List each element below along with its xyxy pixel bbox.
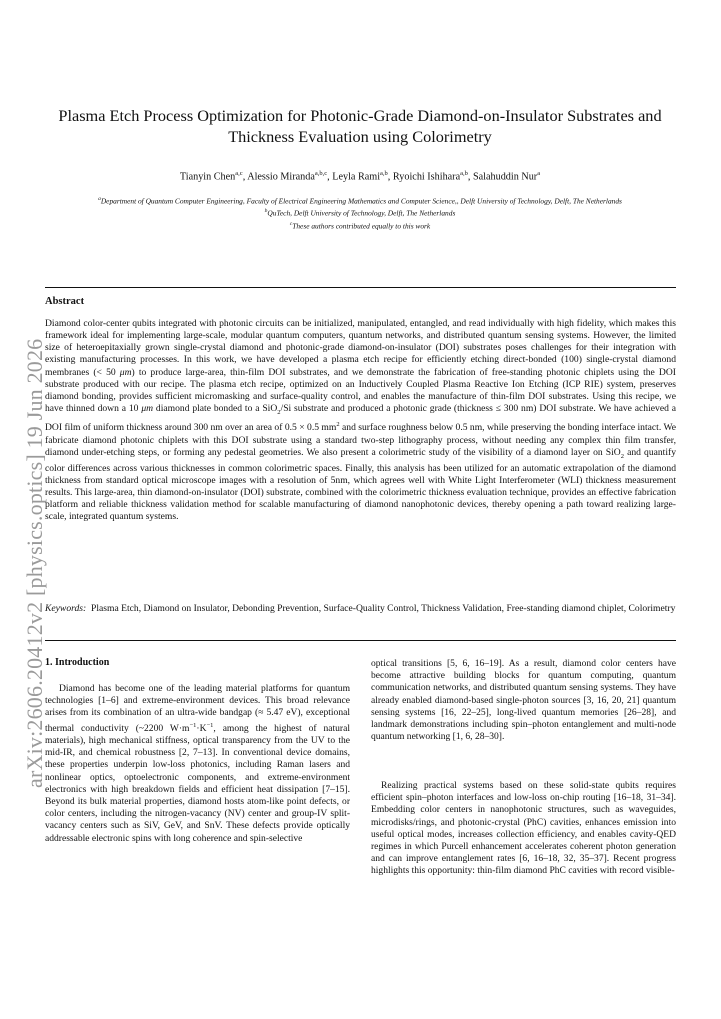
affiliation-text: Department of Quantum Computer Engineering, Faculty of Electrical Engineering Mathematics and Computer Science,, Delft University of Technology, Delft, The Netherlands	[100, 196, 622, 206]
affiliation-item	[80, 206, 640, 218]
subscript: 2	[277, 409, 281, 416]
intro-segment: , among the highest of natural materials), high mechanical stiffness, optical transparency from the UV to the mid-IR, and chemical robustness [2, 7–13]. In conventional device domains, these properties underpin low-loss photonics, including Raman lasers and nonlinear optics, optoelectronic components, and extreme-environment electronics with high breakdown fields and efficient heat dissipation [7–15]. Beyond its bulk material properties, diamond hosts atom-like point defects, or color centers, including the nitrogen-vacancy (NV) center and group-IV split-vacancy centers such as SiV, GeV, and SnV. These defects provide optically addressable electronic spins with long coherence and spin-selective	[45, 722, 350, 844]
intro-right-paragraph-2: Realizing practical systems based on these solid-state qubits requires efficient spin–photon interfaces and low-loss on-chip routing [16–18, 31–34]. Embedding color centers in nanophotonic structures, such as waveguides, microdisks/rings, and photonic-crystal (PhC) cavities, enhances emission into useful optical modes, increases collection efficiency, and enables cavity-QED regimes in which Purcell enhancement accelerates coherent photon generation and can improve entanglement rates [6, 16–18, 32, 35–37]. Recent progress highlights this opportunity: thin-film diamond PhC cavities with record visible-	[371, 780, 676, 877]
author-name: Salahuddin Nur	[472, 171, 538, 183]
author-name: Tianyin Chen	[179, 171, 236, 183]
subscript: 2	[620, 452, 624, 460]
abstract-segment: and surface roughness below 0.5 nm, while preserving the bonding interface intact. We fabricate diamond photonic chiplets with this DOI substrate using a standard two-step lithography process, without needing any complex thin film transfer, diamond under-etching steps, or forming any pedestal geometries. We also present a colorimetric study of the visibility of a diamond layer on SiO	[45, 422, 676, 458]
intro-right-paragraph-1: optical transitions [5, 6, 16–19]. As a result, diamond color centers have become attractive building blocks for quantum computing, quantum communication networks, and distributed quantum sensing systems. They have already enabled diamond-based single-photon sources [3, 16, 20, 21] quantum sensing systems [16, 22–25], long-lived quantum memories [26–28], and landmark demonstrations including spin–photon entanglement and multi-node quantum networking [1, 6, 28–30].	[371, 658, 676, 743]
intro-segment: Diamond has become one of the leading material platforms for quantum technologies [1–6] and extreme-environment devices. This broad relevance arises from its combination of an ultra-wide bandgap (≈ 5.47 eV), exceptional thermal conductivity (~2200 W·m	[45, 683, 350, 734]
author-affiliation-mark: a,b	[380, 170, 388, 177]
author-name: Alessio Miranda	[247, 171, 315, 183]
abstract-unit: μm	[119, 366, 132, 378]
intro-segment: ·K	[196, 722, 207, 734]
bottom-divider	[45, 640, 676, 641]
author-name: Leyla Rami	[332, 171, 381, 183]
abstract-segment: and quantify color differences across various thicknesses in common colorimetric spaces. Finally, this analysis has been utilized for an automatic extrapolation of the diamond thickness from standard optical microscope images with a resolution of 5nm, which agrees well with White Light Interferometer (WLI) thickness measurement results. This large-area, thin diamond-on-insulator (DOI) substrate, combined with the colorimetric thickness evaluation technique, provides an effective fabrication platform and reliable thickness validation method for scalable manufacturing of diamond nanophotonic devices, thereby opening a path toward realizing large-scale, integrated quantum systems.	[45, 446, 676, 523]
keywords-text: Plasma Etch, Diamond on Insulator, Debonding Prevention, Surface-Quality Control, Thickness Validation, Free-standing diamond chiplet, Colorimetry	[91, 603, 676, 614]
affiliation-item	[80, 194, 640, 206]
affiliation-text: These authors contributed equally to this work	[292, 221, 431, 231]
abstract-segment: Diamond color-center qubits integrated with photonic circuits can be initialized, manipulated, entangled, and read individually with high fidelity, which makes this framework ideal for implementing large-scale, modular quantum computers, quantum networks, and distributed quantum sensing systems. However, the limited size of heteroepitaxially grown single-crystal diamond and photonic-grade diamond-on-insulator (DOI) substrates poses challenges for their integration with existing manufacturing processes. In this work, we have developed a plasma etch recipe for efficiently etching direct-bonded (100) single-crystal diamond membranes (< 50	[45, 318, 676, 378]
author-affiliation-mark: a,b,c	[314, 170, 328, 177]
section-heading: 1. Introduction	[45, 657, 110, 668]
intro-left-column	[45, 683, 350, 845]
superscript: −1	[206, 721, 214, 729]
affiliation-list	[80, 194, 640, 231]
abstract-segment: ) to produce large-area, thin-film DOI substrates, and we demonstrate the fabrication of free-standing photonic chiplets using the DOI substrate produced with our recipe. The plasma etch recipe, optimized on an Inductively Coupled Plasma Reactive Ion Etching (ICP RIE) system, preserves diamond bonding, provides sufficient micromasking and surface-quality control, and enables the manufacture of thin-film DOI substrates. Using this recipe, we have thinned down a 10	[45, 366, 676, 415]
abstract-segment: /Si substrate and produced a photonic grade (thickness ≤ 300 nm) DOI substrate. We have achieved a DOI film of uniform thickness around 300 nm over an area of 0.5 × 0.5 mm	[45, 403, 676, 434]
author-affiliation-mark: a,c	[235, 170, 243, 177]
affiliation-mark: c	[289, 220, 293, 227]
abstract-text	[45, 318, 676, 524]
affiliation-item	[80, 219, 640, 231]
author-affiliation-mark: a,b	[460, 170, 468, 177]
top-divider	[45, 287, 676, 288]
abstract-segment: diamond plate bonded to a SiO	[153, 403, 278, 415]
keywords-line	[45, 603, 676, 615]
paper-title: Plasma Etch Process Optimization for Photonic-Grade Diamond-on-Insulator Substrates and Thickness Evaluation using Colorimetry	[58, 106, 662, 146]
arxiv-identifier[interactable]: arXiv:2606.20412v2 [physics.optics] 19 Jun 2026	[22, 338, 47, 788]
author-name: Ryoichi Ishihara	[392, 171, 461, 183]
author-list: Tianyin Chen$^{a,c}$, Alessio Miranda$^{a,b,c}$, Leyla Rami$^{a,b}$, Ryoichi Ishihara$^{a,b}$, Salahuddin Nur$^a$	[179, 170, 541, 183]
affiliation-mark: a	[98, 196, 101, 202]
author-affiliation-mark: a	[537, 170, 541, 177]
affiliation-mark: b	[264, 208, 268, 215]
superscript: 2	[336, 421, 340, 429]
abstract-heading: Abstract	[45, 296, 85, 307]
keywords-label: Keywords:	[45, 603, 87, 614]
affiliation-text: QuTech, Delft University of Technology, Delft, The Netherlands	[267, 208, 456, 218]
abstract-unit: μm	[141, 403, 154, 415]
superscript: −1	[189, 721, 197, 729]
